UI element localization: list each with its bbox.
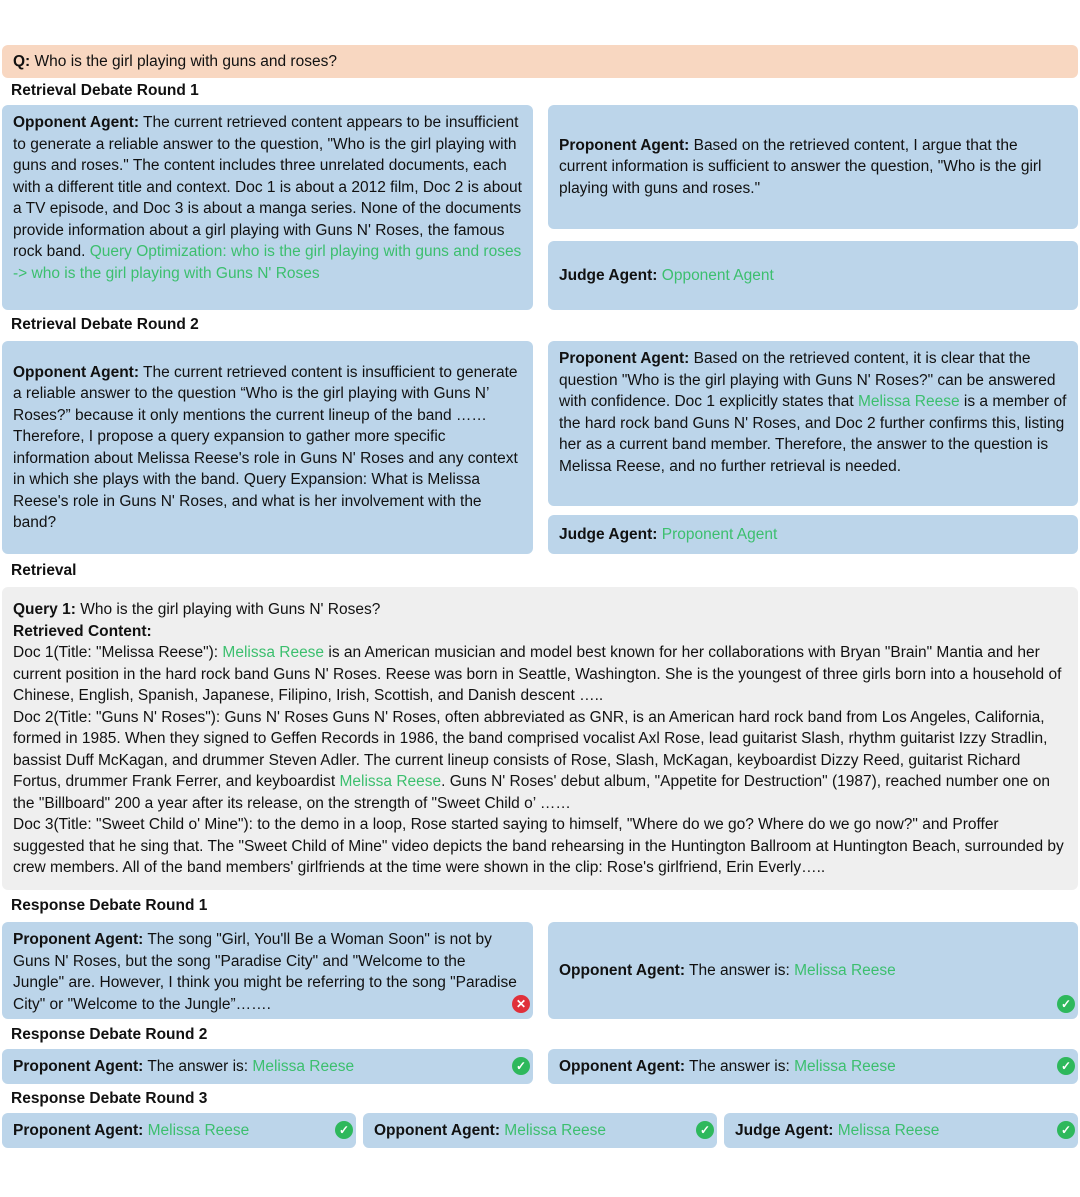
resp3-opponent-answer: Melissa Reese xyxy=(504,1121,606,1139)
question-box xyxy=(2,45,1078,78)
ret2-opponent-box xyxy=(2,341,533,554)
ret1-judge-value: Opponent Agent xyxy=(661,266,774,284)
ret2-proponent-text-2: is a member of the hard rock band Guns N' Roses, and Doc 2 further confirms this, listing her as a current band member. Therefore, the answer to the question is Melissa Reese, and no further retrieval is needed. xyxy=(559,393,1067,475)
header-retrieval-round-1: Retrieval Debate Round 1 xyxy=(11,82,199,99)
ret1-opponent-box xyxy=(2,105,533,310)
header-retrieval-round-2: Retrieval Debate Round 2 xyxy=(11,316,199,333)
check-circle-icon: ✓ xyxy=(1057,1121,1075,1139)
retrieved-content-label: Retrieved Content: xyxy=(13,622,152,640)
resp3-proponent-label: Proponent Agent: xyxy=(13,1121,144,1139)
ret1-proponent-box xyxy=(548,105,1078,229)
ret1-proponent-label: Proponent Agent: xyxy=(559,136,690,154)
resp2-proponent-answer: Melissa Reese xyxy=(252,1057,355,1075)
ret2-opponent-text: The current retrieved content is insufficient to generate a reliable answer to the question “Who is the girl playing with Guns N’ Roses?” because it only mentions the current lineup of the band …… Therefore, I propose a query expansion to gather more specific information about Melissa Reese's role in Guns N' Roses and any context in which she plays with the band. Query Expansion: What is Melissa Reese's role in Guns N' Roses, and what is her involvement with the band? xyxy=(13,363,518,531)
retrieved-doc-1: Doc 1(Title: "Melissa Reese"): Melissa Reese is an American musician and model best known for her collaborations with Bryan "Brain" Mantia and her current position in the hard rock band Guns N' Roses. Reese was born in Seattle, Washington. She is the youngest of three girls born into a household of Chinese, English, Spanish, Japanese, Filipino, Irish, Scottish, and Danish descent ….. xyxy=(13,644,1062,704)
resp1-opponent-label: Opponent Agent: xyxy=(559,961,685,979)
ret1-query-optimization: Query Optimization: who is the girl playing with guns and roses -> who is the girl playing with Guns N' Roses xyxy=(13,243,522,282)
ret2-proponent-label: Proponent Agent: xyxy=(559,350,690,367)
check-circle-icon: ✓ xyxy=(1057,995,1075,1013)
resp3-proponent-answer: Melissa Reese xyxy=(147,1121,250,1139)
retrieval-query-text: Who is the girl playing with Guns N' Roses? xyxy=(75,601,381,618)
resp2-opponent-label: Opponent Agent: xyxy=(559,1057,685,1075)
resp2-opponent-answer: Melissa Reese xyxy=(794,1057,896,1075)
ret2-opponent-label: Opponent Agent: xyxy=(13,363,139,381)
resp1-opponent-answer: Melissa Reese xyxy=(794,961,896,979)
resp3-judge-label: Judge Agent: xyxy=(735,1121,834,1139)
ret2-judge-value: Proponent Agent xyxy=(661,525,778,543)
ret1-judge-box xyxy=(548,241,1078,310)
resp2-opponent-box xyxy=(548,1049,1078,1084)
resp3-opponent-box xyxy=(363,1113,717,1148)
question-label: Q: xyxy=(13,52,31,70)
ret1-opponent-label: Opponent Agent: xyxy=(13,114,139,131)
resp1-proponent-text: The song "Girl, You'll Be a Woman Soon" is not by Guns N' Roses, but the song "Paradise City" and "Welcome to the Jungle" are. However, I think you might be referring to the song "Paradise City" or "Welcome to the Jungle”……. xyxy=(13,931,517,1013)
check-circle-icon: ✓ xyxy=(335,1121,353,1139)
header-response-round-1: Response Debate Round 1 xyxy=(11,897,208,914)
check-circle-icon: ✓ xyxy=(696,1121,714,1139)
check-circle-icon: ✓ xyxy=(1057,1057,1075,1075)
ret2-proponent-answer: Melissa Reese xyxy=(857,393,960,410)
resp3-judge-answer: Melissa Reese xyxy=(837,1121,940,1139)
header-response-round-3: Response Debate Round 3 xyxy=(11,1090,208,1107)
resp3-proponent-box xyxy=(2,1113,356,1148)
retrieved-doc-2: Doc 2(Title: "Guns N' Roses"): Guns N' Roses Guns N' Roses, often abbreviated as GNR, is an American hard rock band from Los Angeles, California, formed in 1985. When they signed to Geffen Records in 1986, the band comprised vocalist Axl Rose, lead guitarist Slash, rhythm guitarist Izzy Stradlin, bassist Duff McKagan, and drummer Steven Adler. The current lineup consists of Rose, Slash, McKagan, keyboardist Dizzy Reed, guitarist Richard Fortus, drummer Frank Ferrer, and keyboardist Melissa Reese. Guns N' Roses' debut album, "Appetite for Destruction" (1987), reached number one on the "Billboard" 200 a year after its release, on the strength of "Sweet Child o’ …… xyxy=(13,708,1050,812)
ret2-proponent-text-1: Based on the retrieved content, it is clear that the question "Who is the girl playing with Guns N' Roses?" can be answered with confidence. Doc 1 explicitly states that xyxy=(559,350,1056,410)
resp3-judge-box xyxy=(724,1113,1078,1148)
resp1-proponent-label: Proponent Agent: xyxy=(13,931,144,948)
check-circle-icon: ✓ xyxy=(512,1057,530,1075)
resp1-opponent-text: The answer is: xyxy=(684,961,795,979)
retrieved-doc-3: Doc 3(Title: "Sweet Child o' Mine"): to the demo in a loop, Rose started saying to himself, "Where do we go? Where do we go now?" and Proffer suggested that he sing that. The "Sweet Child of Mine" video depicts the band rehearsing in the Huntington Ballroom at Huntington Beach, surrounded by crew members. All of the band members' girlfriends at the time were shown in the clip: Rose's girlfriend, Erin Everly….. xyxy=(13,816,1064,876)
ret2-judge-box xyxy=(548,515,1078,554)
retrieval-query-label: Query 1: xyxy=(13,601,76,618)
ret1-proponent-text: Based on the retrieved content, I argue that the current information is sufficient to answer the question, "Who is the girl playing with guns and roses." xyxy=(559,136,1042,197)
x-circle-icon: ✕ xyxy=(512,995,530,1013)
resp2-opponent-text: The answer is: xyxy=(684,1057,795,1075)
question-text: Who is the girl playing with guns and roses? xyxy=(30,52,337,70)
resp1-proponent-box xyxy=(2,922,533,1019)
resp2-proponent-box xyxy=(2,1049,533,1084)
ret1-opponent-text: The current retrieved content appears to be insufficient to generate a reliable answer to the question, "Who is the girl playing with guns and roses." The content includes three unrelated documents, each with a different title and context. Doc 1 is about a 2012 film, Doc 2 is about a TV episode, and Doc 3 is about a manga series. None of the documents provide information about a girl playing with Guns N' Roses, the famous rock band. xyxy=(13,114,522,260)
doc2-highlight: Melissa Reese xyxy=(339,773,442,790)
ret1-judge-label: Judge Agent: xyxy=(559,266,658,284)
header-retrieval: Retrieval xyxy=(11,562,77,579)
retrieval-box xyxy=(2,587,1078,890)
doc1-highlight: Melissa Reese xyxy=(222,644,325,661)
resp2-proponent-text: The answer is: xyxy=(143,1057,253,1075)
ret2-proponent-box xyxy=(548,341,1078,506)
retrieval-query xyxy=(13,599,1067,621)
resp3-opponent-label: Opponent Agent: xyxy=(374,1121,500,1139)
ret2-judge-label: Judge Agent: xyxy=(559,525,658,543)
resp1-opponent-box xyxy=(548,922,1078,1019)
header-response-round-2: Response Debate Round 2 xyxy=(11,1026,208,1043)
resp2-proponent-label: Proponent Agent: xyxy=(13,1057,144,1075)
